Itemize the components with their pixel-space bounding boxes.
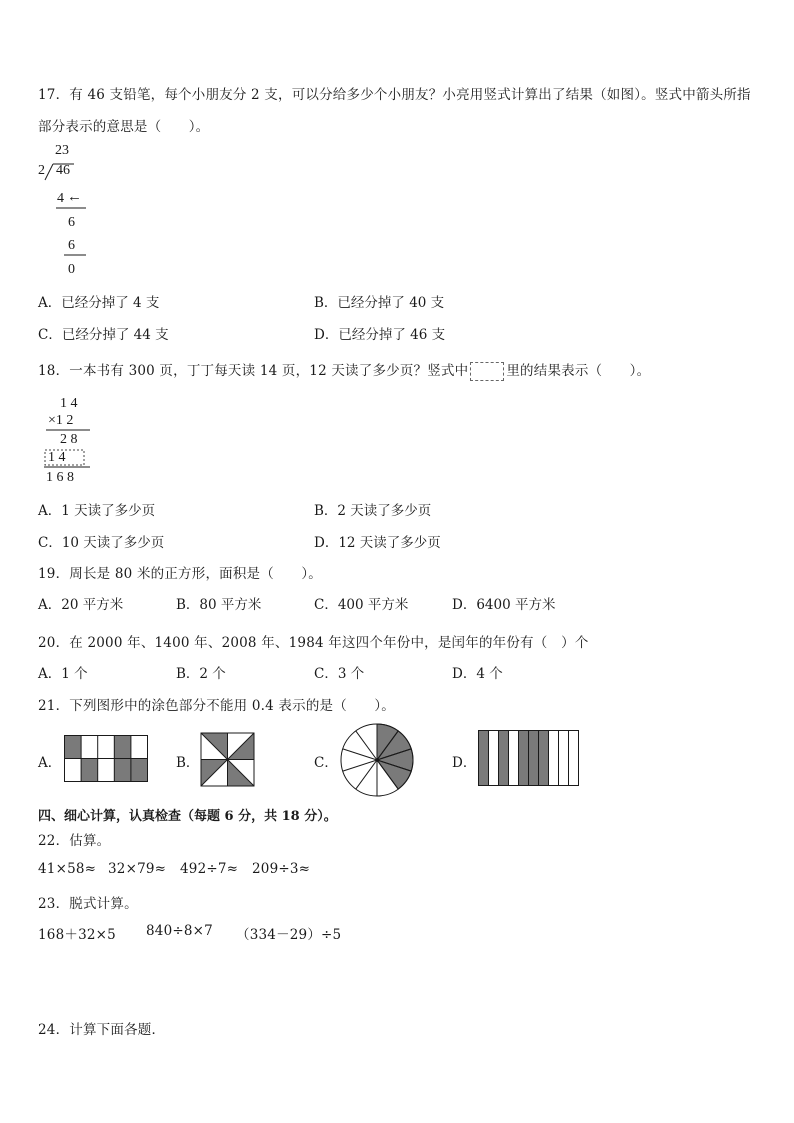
mult-multiplier: ×1 2: [48, 413, 74, 428]
q17-option-d[interactable]: D．已经分掉了 46 支: [314, 327, 446, 343]
section4-title: 四、细心计算，认真检查（每题 6 分，共 18 分）。: [38, 809, 337, 824]
q24-title: 24．计算下面各题．: [38, 1022, 166, 1038]
division-remainder1: 6: [68, 215, 75, 230]
q23-item-3: （334－29）÷5: [236, 927, 342, 943]
q18-dashed-box: [470, 362, 504, 381]
mult-top: 1 4: [60, 396, 78, 411]
division-divisor: 2: [38, 163, 45, 178]
q23-item-2: 840÷8×7: [146, 923, 213, 939]
q17-option-b[interactable]: B．已经分掉了 40 支: [314, 295, 445, 311]
q17-text-line1: 17．有 46 支铅笔，每个小朋友分 2 支，可以分给多少个小朋友？小亮用竖式计算出了结果（如图）。竖式中箭头所指: [38, 87, 751, 103]
division-arrow-icon: ←: [67, 189, 82, 205]
division-quotient: 23: [55, 143, 69, 158]
q17-text-line2: 部分表示的意思是（ ）。: [38, 119, 210, 135]
division-remainder2: 0: [68, 262, 75, 277]
q19-option-a[interactable]: A．20 平方米: [38, 597, 124, 613]
q22-item-4: 209÷3≈: [252, 861, 311, 877]
q19-option-b[interactable]: B．80 平方米: [176, 597, 262, 613]
q21-text: 21．下列图形中的涂色部分不能用 0.4 表示的是（ ）。: [38, 698, 395, 714]
q22-title: 22．估算。: [38, 833, 111, 849]
division-step1: 4: [57, 191, 64, 206]
multiplication-figure: [40, 396, 100, 488]
q18-option-a[interactable]: A．1 天读了多少页: [38, 503, 156, 519]
q20-option-d[interactable]: D．4 个: [452, 666, 503, 682]
q21-figure-c-circle[interactable]: [340, 723, 414, 797]
q22-item-2: 32×79≈: [108, 861, 167, 877]
long-division-figure: [36, 142, 96, 277]
q21-figure-a-grid[interactable]: [64, 735, 150, 782]
mult-result: 1 6 8: [46, 470, 74, 485]
q20-option-a[interactable]: A．1 个: [38, 666, 88, 682]
q18-text-before: 18．一本书有 300 页，丁丁每天读 14 页，12 天读了多少页？竖式中: [38, 363, 469, 379]
q21-label-d[interactable]: D．: [452, 755, 477, 771]
q20-option-c[interactable]: C．3 个: [314, 666, 365, 682]
q20-text: 20．在 2000 年、1400 年、2008 年、1984 年这四个年份中，是闰年的年份有（ ）个: [38, 635, 589, 651]
q18-option-b[interactable]: B．2 天读了多少页: [314, 503, 432, 519]
q20-option-b[interactable]: B．2 个: [176, 666, 226, 682]
q17-option-a[interactable]: A．已经分掉了 4 支: [38, 295, 160, 311]
division-step2: 6: [68, 238, 75, 253]
q18-option-c[interactable]: C．10 天读了多少页: [38, 535, 165, 551]
q21-figure-b-square[interactable]: [200, 732, 256, 788]
q23-item-1: 168＋32×5: [38, 927, 116, 943]
q18-option-d[interactable]: D．12 天读了多少页: [314, 535, 441, 551]
division-dividend: 46: [56, 163, 70, 178]
q21-label-c[interactable]: C．: [314, 755, 338, 771]
q22-item-1: 41×58≈: [38, 861, 97, 877]
q21-label-b[interactable]: B．: [176, 755, 200, 771]
q23-title: 23．脱式计算。: [38, 896, 138, 912]
q19-option-d[interactable]: D．6400 平方米: [452, 597, 556, 613]
q17-option-c[interactable]: C．已经分掉了 44 支: [38, 327, 169, 343]
q21-label-a[interactable]: A．: [38, 755, 62, 771]
q19-text: 19．周长是 80 米的正方形，面积是（ ）。: [38, 566, 322, 582]
q22-item-3: 492÷7≈: [180, 861, 239, 877]
q21-figure-d-strips[interactable]: [478, 730, 580, 787]
q19-option-c[interactable]: C．400 平方米: [314, 597, 409, 613]
mult-partial2: 1 4: [48, 450, 66, 465]
q18-text-after: 里的结果表示（ ）。: [506, 363, 651, 379]
q18-text: [38, 359, 650, 381]
mult-partial1: 2 8: [60, 432, 78, 447]
